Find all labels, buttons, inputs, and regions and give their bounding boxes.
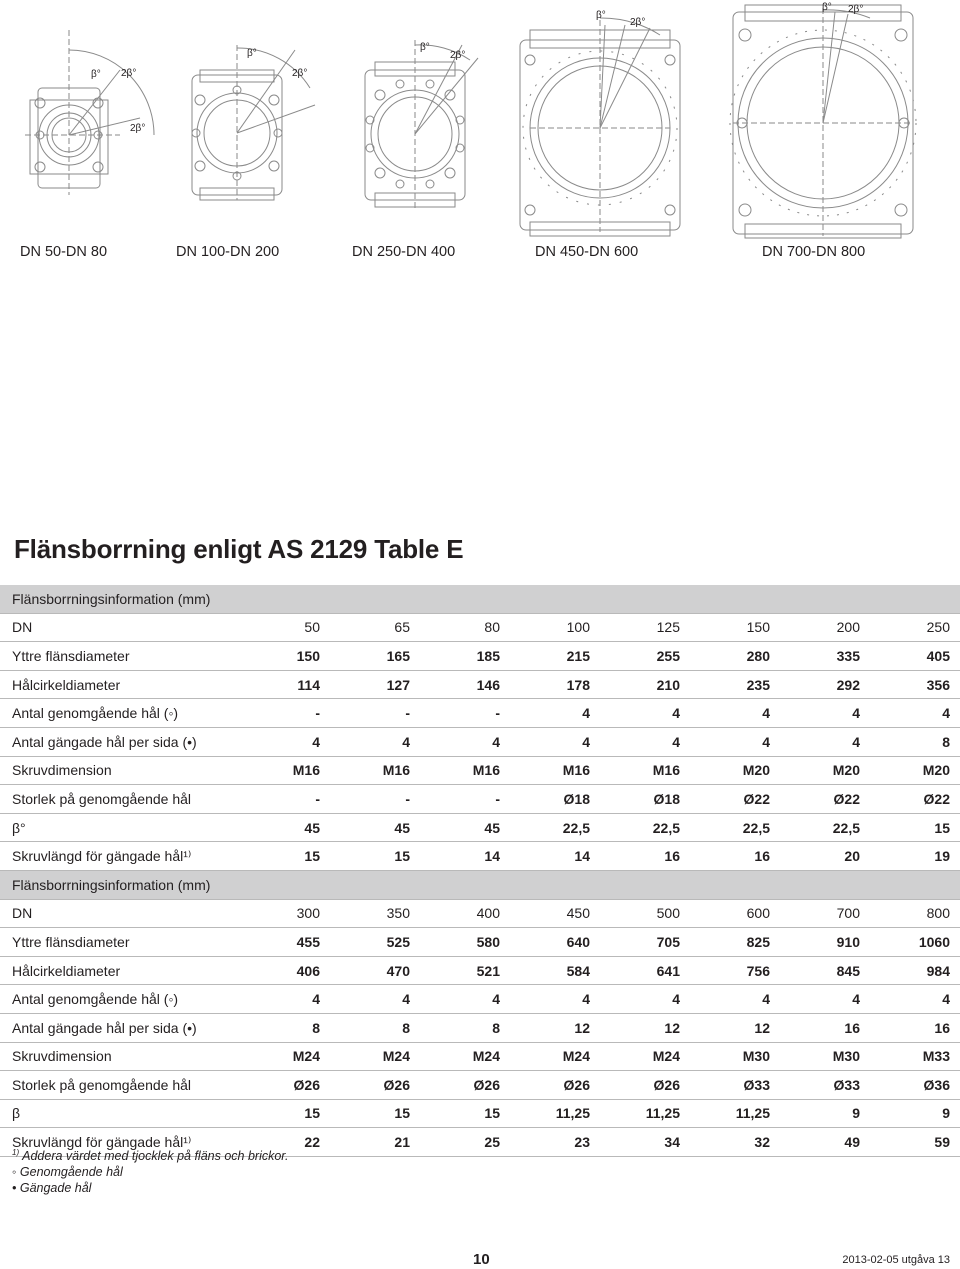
table-cell: 15	[330, 1099, 420, 1128]
row-label: Yttre flänsdiameter	[0, 642, 240, 671]
table-cell: 22,5	[780, 813, 870, 842]
table-cell: Ø22	[780, 785, 870, 814]
table-cell: 14	[510, 842, 600, 871]
table-cell: 8	[870, 727, 960, 756]
row-label: Antal genomgående hål (◦)	[0, 985, 240, 1014]
table-cell: M16	[420, 756, 510, 785]
table-cell: 4	[870, 985, 960, 1014]
table-cell: 4	[240, 985, 330, 1014]
table-cell: 127	[330, 670, 420, 699]
footnotes	[12, 1145, 288, 1196]
table-row	[0, 1042, 960, 1071]
table-cell: 8	[240, 1013, 330, 1042]
table-cell: 4	[330, 727, 420, 756]
table-cell: -	[240, 699, 330, 728]
table-cell: M20	[690, 756, 780, 785]
dn-value: 800	[870, 899, 960, 928]
row-label: DN	[0, 613, 240, 642]
two-beta-label-3: 2β°	[450, 50, 466, 61]
table-cell: 1060	[870, 928, 960, 957]
table-cell: 12	[690, 1013, 780, 1042]
table-cell: 470	[330, 956, 420, 985]
table-cell: 4	[870, 699, 960, 728]
dn-value: 200	[780, 613, 870, 642]
table-cell: 15	[240, 842, 330, 871]
row-label: Skruvdimension	[0, 756, 240, 785]
valve-drawings-figure	[0, 0, 960, 240]
table-cell: 8	[420, 1013, 510, 1042]
table-cell: 4	[600, 699, 690, 728]
table-row	[0, 1013, 960, 1042]
row-label: Skruvlängd för gängade hål¹⁾	[0, 1128, 240, 1157]
table-section-header	[0, 870, 960, 899]
table-row	[0, 699, 960, 728]
beta-label-3: β°	[420, 42, 430, 53]
table-cell: 4	[510, 985, 600, 1014]
table-cell: 22,5	[600, 813, 690, 842]
table-cell: 4	[690, 727, 780, 756]
table-cell: 12	[510, 1013, 600, 1042]
table-cell: M24	[330, 1042, 420, 1071]
beta-label-5: β°	[822, 2, 832, 13]
table-cell: 15	[420, 1099, 510, 1128]
table-row	[0, 928, 960, 957]
table-cell: 15	[330, 842, 420, 871]
table-row-dn	[0, 613, 960, 642]
table-cell: Ø26	[510, 1071, 600, 1100]
table-cell: M30	[690, 1042, 780, 1071]
table-cell: 16	[690, 842, 780, 871]
table-cell: 984	[870, 956, 960, 985]
table-cell: 185	[420, 642, 510, 671]
table-cell: 23	[510, 1128, 600, 1157]
table-cell: -	[420, 699, 510, 728]
table-cell: 146	[420, 670, 510, 699]
drawing-dn50-80	[25, 30, 154, 195]
table-cell: -	[330, 699, 420, 728]
caption-dn50-80: DN 50-DN 80	[20, 244, 108, 260]
table-cell: 9	[870, 1099, 960, 1128]
footnote-1-mark: 1)	[12, 1148, 20, 1157]
table-row	[0, 785, 960, 814]
table-cell: Ø26	[420, 1071, 510, 1100]
dn-value: 50	[240, 613, 330, 642]
table-cell: 16	[870, 1013, 960, 1042]
table-cell: 59	[870, 1128, 960, 1157]
table-cell: -	[240, 785, 330, 814]
table-cell: Ø33	[780, 1071, 870, 1100]
table-cell: 525	[330, 928, 420, 957]
dn-value: 100	[510, 613, 600, 642]
page-date: 2013-02-05 utgåva 13	[842, 1254, 950, 1266]
table-cell: M16	[510, 756, 600, 785]
table-cell: Ø26	[330, 1071, 420, 1100]
table-cell: 521	[420, 956, 510, 985]
table-cell: 4	[420, 727, 510, 756]
table-row	[0, 670, 960, 699]
table-cell: 15	[870, 813, 960, 842]
footnote-threaded-holes: • Gängade hål	[12, 1181, 92, 1196]
table-cell: 25	[420, 1128, 510, 1157]
table-cell: Ø18	[600, 785, 690, 814]
page-title: Flänsborrning enligt AS 2129 Table E	[14, 534, 464, 564]
table-cell: 21	[330, 1128, 420, 1157]
table-cell: 45	[330, 813, 420, 842]
table-cell: 4	[690, 985, 780, 1014]
table-cell: Ø36	[870, 1071, 960, 1100]
table-cell: 8	[330, 1013, 420, 1042]
table-row	[0, 1071, 960, 1100]
table-cell: 235	[690, 670, 780, 699]
table-cell: 45	[420, 813, 510, 842]
row-label: Storlek på genomgående hål	[0, 785, 240, 814]
table-row	[0, 813, 960, 842]
table-cell: M16	[330, 756, 420, 785]
row-label: Yttre flänsdiameter	[0, 928, 240, 957]
table-cell: 4	[510, 727, 600, 756]
table-cell: 14	[420, 842, 510, 871]
table-cell: 292	[780, 670, 870, 699]
table-cell: M20	[870, 756, 960, 785]
beta-label-2: β°	[247, 48, 257, 59]
two-beta-label-5: 2β°	[848, 4, 864, 15]
row-label: Antal gängade hål per sida (•)	[0, 1013, 240, 1042]
table-cell: M33	[870, 1042, 960, 1071]
table-row-dn	[0, 899, 960, 928]
table-cell: 455	[240, 928, 330, 957]
table-cell: 705	[600, 928, 690, 957]
table-row	[0, 1099, 960, 1128]
table-cell: M30	[780, 1042, 870, 1071]
table-cell: 22,5	[690, 813, 780, 842]
dn-value: 500	[600, 899, 690, 928]
dn-value: 350	[330, 899, 420, 928]
dn-value: 80	[420, 613, 510, 642]
table-cell: 4	[690, 699, 780, 728]
table-cell: 4	[330, 985, 420, 1014]
table-cell: 16	[600, 842, 690, 871]
two-beta-label-2: 2β°	[292, 68, 308, 79]
table-cell: M16	[240, 756, 330, 785]
table-cell: 32	[690, 1128, 780, 1157]
table-cell: M16	[600, 756, 690, 785]
row-label: Skruvdimension	[0, 1042, 240, 1071]
dn-value: 600	[690, 899, 780, 928]
table-cell: 641	[600, 956, 690, 985]
section-header-label: Flänsborrningsinformation (mm)	[0, 585, 960, 613]
table-cell: 34	[600, 1128, 690, 1157]
dn-value: 450	[510, 899, 600, 928]
dn-value: 150	[690, 613, 780, 642]
caption-dn450-600: DN 450-DN 600	[535, 244, 639, 260]
row-label: Antal gängade hål per sida (•)	[0, 727, 240, 756]
caption-dn100-200: DN 100-DN 200	[176, 244, 280, 260]
table-cell: 16	[780, 1013, 870, 1042]
table-cell: 11,25	[510, 1099, 600, 1128]
table-cell: 15	[240, 1099, 330, 1128]
table-cell: 255	[600, 642, 690, 671]
table-cell: 4	[780, 699, 870, 728]
footnote-1-text: Addera värdet med tjocklek på fläns och brickor.	[22, 1149, 289, 1164]
table-cell: 640	[510, 928, 600, 957]
drawing-dn700-800	[730, 5, 916, 238]
dn-value: 700	[780, 899, 870, 928]
table-cell: 19	[870, 842, 960, 871]
table-cell: 4	[240, 727, 330, 756]
table-cell: 335	[780, 642, 870, 671]
table-row	[0, 842, 960, 871]
table-row	[0, 956, 960, 985]
table-cell: Ø22	[870, 785, 960, 814]
table-cell: 22,5	[510, 813, 600, 842]
table-row	[0, 642, 960, 671]
row-label: Skruvlängd för gängade hål¹⁾	[0, 842, 240, 871]
table-cell: Ø18	[510, 785, 600, 814]
table-cell: Ø33	[690, 1071, 780, 1100]
table-cell: 910	[780, 928, 870, 957]
table-cell: 4	[420, 985, 510, 1014]
dn-value: 125	[600, 613, 690, 642]
table-row	[0, 756, 960, 785]
table-cell: 22	[240, 1128, 330, 1157]
table-cell: 825	[690, 928, 780, 957]
table-cell: -	[420, 785, 510, 814]
table-row	[0, 727, 960, 756]
table-cell: 4	[780, 985, 870, 1014]
dn-value: 65	[330, 613, 420, 642]
table-cell: 9	[780, 1099, 870, 1128]
table-cell: M24	[510, 1042, 600, 1071]
footnote-1	[12, 1145, 288, 1164]
drawing-dn250-400	[365, 40, 478, 210]
beta-label-1: β°	[91, 69, 101, 80]
row-label: DN	[0, 899, 240, 928]
dn-value: 250	[870, 613, 960, 642]
table-section-header	[0, 585, 960, 613]
table-cell: 356	[870, 670, 960, 699]
table-cell: M24	[600, 1042, 690, 1071]
row-label: β	[0, 1099, 240, 1128]
table-cell: -	[330, 785, 420, 814]
table-cell: 756	[690, 956, 780, 985]
caption-dn700-800: DN 700-DN 800	[762, 244, 866, 260]
flange-drilling-table	[0, 585, 960, 1157]
table-cell: 11,25	[600, 1099, 690, 1128]
row-label: Storlek på genomgående hål	[0, 1071, 240, 1100]
row-label: Antal genomgående hål (◦)	[0, 699, 240, 728]
table-cell: 280	[690, 642, 780, 671]
table-cell: M24	[240, 1042, 330, 1071]
table-cell: 215	[510, 642, 600, 671]
table-cell: 4	[600, 985, 690, 1014]
table-cell: 845	[780, 956, 870, 985]
table-cell: 4	[510, 699, 600, 728]
dn-value: 400	[420, 899, 510, 928]
table-cell: 45	[240, 813, 330, 842]
beta-label-4: β°	[596, 10, 606, 21]
table-cell: 11,25	[690, 1099, 780, 1128]
table-cell: 20	[780, 842, 870, 871]
page-number: 10	[473, 1251, 490, 1268]
section-header-label: Flänsborrningsinformation (mm)	[0, 870, 960, 899]
row-label: Hålcirkeldiameter	[0, 670, 240, 699]
table-cell: 406	[240, 956, 330, 985]
table-cell: 4	[600, 727, 690, 756]
table-cell: 210	[600, 670, 690, 699]
dn-value: 300	[240, 899, 330, 928]
table-cell: 178	[510, 670, 600, 699]
table-cell: 584	[510, 956, 600, 985]
two-beta-label-4: 2β°	[630, 17, 646, 28]
row-label: Hålcirkeldiameter	[0, 956, 240, 985]
table-cell: 4	[780, 727, 870, 756]
table-cell: 150	[240, 642, 330, 671]
table-cell: Ø26	[240, 1071, 330, 1100]
table-cell: Ø22	[690, 785, 780, 814]
two-beta-label-1a: 2β°	[121, 68, 137, 79]
table-cell: 405	[870, 642, 960, 671]
table-cell: 114	[240, 670, 330, 699]
table-cell: 165	[330, 642, 420, 671]
footnote-through-holes: ◦ Genomgående hål	[12, 1165, 123, 1180]
table-row	[0, 985, 960, 1014]
row-label: β°	[0, 813, 240, 842]
table-cell: M24	[420, 1042, 510, 1071]
table-cell: 49	[780, 1128, 870, 1157]
table-cell: 12	[600, 1013, 690, 1042]
table-cell: 580	[420, 928, 510, 957]
two-beta-label-1b: 2β°	[130, 123, 146, 134]
drawing-dn450-600	[520, 18, 680, 236]
table-cell: Ø26	[600, 1071, 690, 1100]
caption-dn250-400: DN 250-DN 400	[352, 244, 456, 260]
table-cell: M20	[780, 756, 870, 785]
